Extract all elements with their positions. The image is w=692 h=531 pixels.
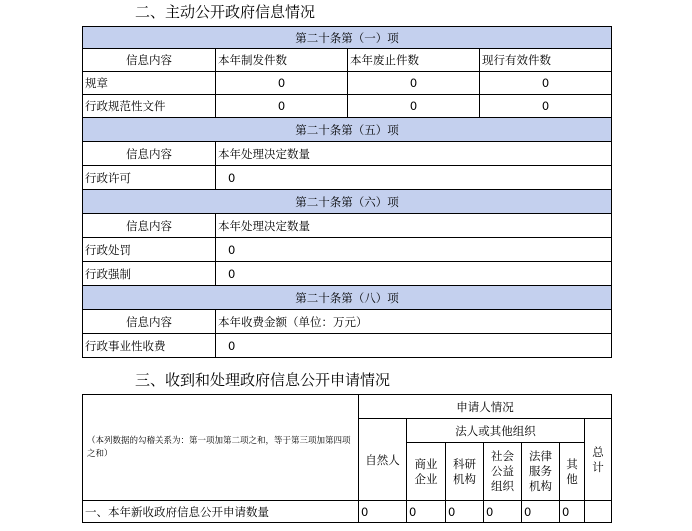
table-row (83, 238, 612, 262)
applicant-header: 申请人情况 (359, 395, 612, 419)
total-header: 总计 (585, 419, 612, 501)
value-social: 0 (484, 501, 522, 523)
col-abolished: 本年废止件数 (348, 49, 480, 72)
law-service-header: 法律服务机构 (522, 443, 560, 501)
col-valid: 现行有效件数 (480, 49, 612, 72)
row-label: 规章 (83, 72, 216, 95)
col-content: 信息内容 (83, 49, 216, 72)
note-cell: （本列数据的勾稽关系为：第一项加第二项之和，等于第三项加第四项之和） (83, 395, 359, 501)
row-label: 行政强制 (83, 262, 216, 286)
col-value: 本年收费金额（单位：万元） (216, 310, 612, 334)
col-content: 信息内容 (83, 214, 216, 238)
block6-header: 第二十条第（六）项 (83, 190, 612, 214)
row-made: 0 (216, 72, 348, 95)
row-abolished: 0 (348, 72, 480, 95)
row-abolished: 0 (348, 95, 480, 118)
table-row (83, 72, 612, 95)
row-value: 0 (216, 262, 612, 286)
col-value: 本年处理决定数量 (216, 214, 612, 238)
value-other: 0 (560, 501, 585, 523)
row-valid: 0 (480, 72, 612, 95)
col-value: 本年处理决定数量 (216, 142, 612, 166)
natural-person-header: 自然人 (359, 419, 407, 501)
row-value: 0 (216, 238, 612, 262)
row-label: 行政规范性文件 (83, 95, 216, 118)
commercial-header: 商业企业 (407, 443, 446, 501)
value-research: 0 (446, 501, 484, 523)
row-label: 一、本年新收政府信息公开申请数量 (83, 501, 359, 523)
value-law-service: 0 (522, 501, 560, 523)
social-header: 社会公益组织 (484, 443, 522, 501)
block1-header: 第二十条第（一）项 (83, 27, 612, 49)
block5-header: 第二十条第（五）项 (83, 118, 612, 142)
value-commercial: 0 (407, 501, 446, 523)
row-label: 行政处罚 (83, 238, 216, 262)
section-title: 三、收到和处理政府信息公开申请情况 (135, 371, 391, 389)
table-row (83, 95, 612, 118)
value-natural: 0 (359, 501, 407, 523)
row-value: 0 (216, 334, 612, 358)
row-made: 0 (216, 95, 348, 118)
table-row (83, 166, 612, 190)
col-content: 信息内容 (83, 310, 216, 334)
block8-header: 第二十条第（八）项 (83, 286, 612, 310)
other-header: 其他 (560, 443, 585, 501)
table-row (83, 262, 612, 286)
section-title: 二、主动公开政府信息情况 (135, 3, 316, 21)
proactive-disclosure-table (82, 26, 612, 358)
legal-entity-header: 法人或其他组织 (407, 419, 585, 443)
table-row (83, 334, 612, 358)
value-total (585, 501, 612, 523)
application-table (82, 394, 612, 523)
col-content: 信息内容 (83, 142, 216, 166)
row-value: 0 (216, 166, 612, 190)
col-made: 本年制发件数 (216, 49, 348, 72)
row-label: 行政许可 (83, 166, 216, 190)
row-valid: 0 (480, 95, 612, 118)
table-row (83, 501, 612, 523)
research-header: 科研机构 (446, 443, 484, 501)
row-label: 行政事业性收费 (83, 334, 216, 358)
